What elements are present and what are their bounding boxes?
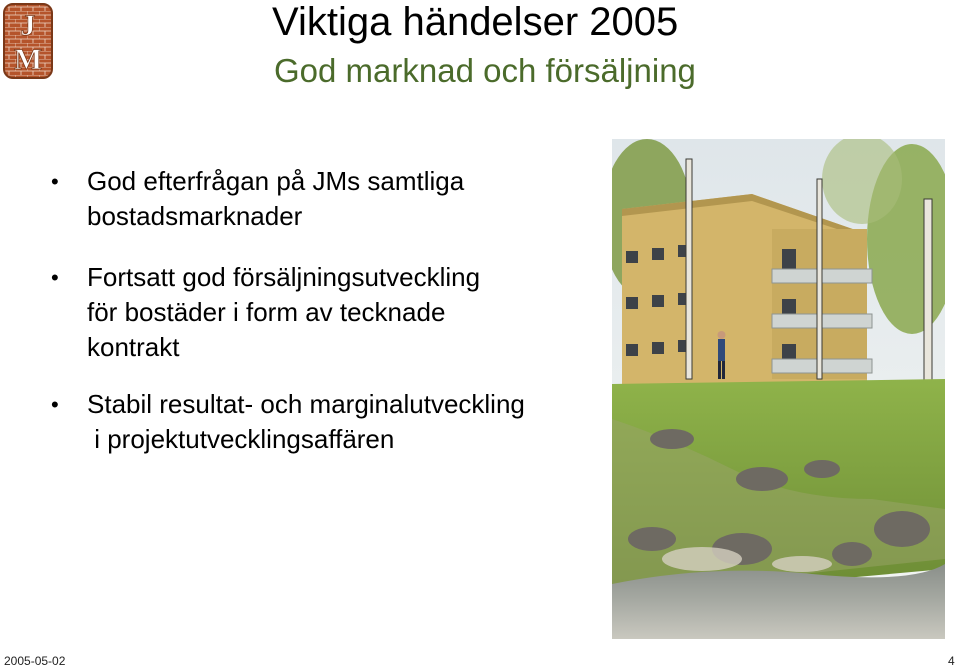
bullet-item [42,387,602,457]
bullet-item [42,260,602,365]
bullet-dot-icon: • [51,392,59,417]
svg-text:M: M [13,43,43,76]
page-number: 4 [948,654,955,668]
bullet-dot-icon: • [51,169,59,194]
slide-title: Viktiga händelser 2005 [272,0,679,44]
jm-brick-logo-icon [3,3,53,79]
bullet-line: Fortsatt god försäljningsutveckling [87,262,481,292]
apartment-building-lakeside-photo-icon [612,139,945,639]
svg-text:J: J [20,9,36,42]
building-photo [612,139,945,639]
bullet-line: kontrakt [87,332,180,362]
bullet-line: i projektutvecklingsaffären [87,424,395,454]
bullet-item [42,164,602,234]
jm-logo [3,3,53,79]
bullet-line: God efterfrågan på JMs samtliga [87,166,465,196]
bullet-line: för bostäder i form av tecknade [87,297,446,327]
bullet-list [42,164,602,457]
footer-date: 2005-05-02 [4,654,66,668]
bullet-line: Stabil resultat- och marginalutveckling [87,389,525,419]
bullet-dot-icon: • [51,265,59,290]
bullet-line: bostadsmarknader [87,201,303,231]
slide-subtitle: God marknad och försäljning [274,52,696,89]
